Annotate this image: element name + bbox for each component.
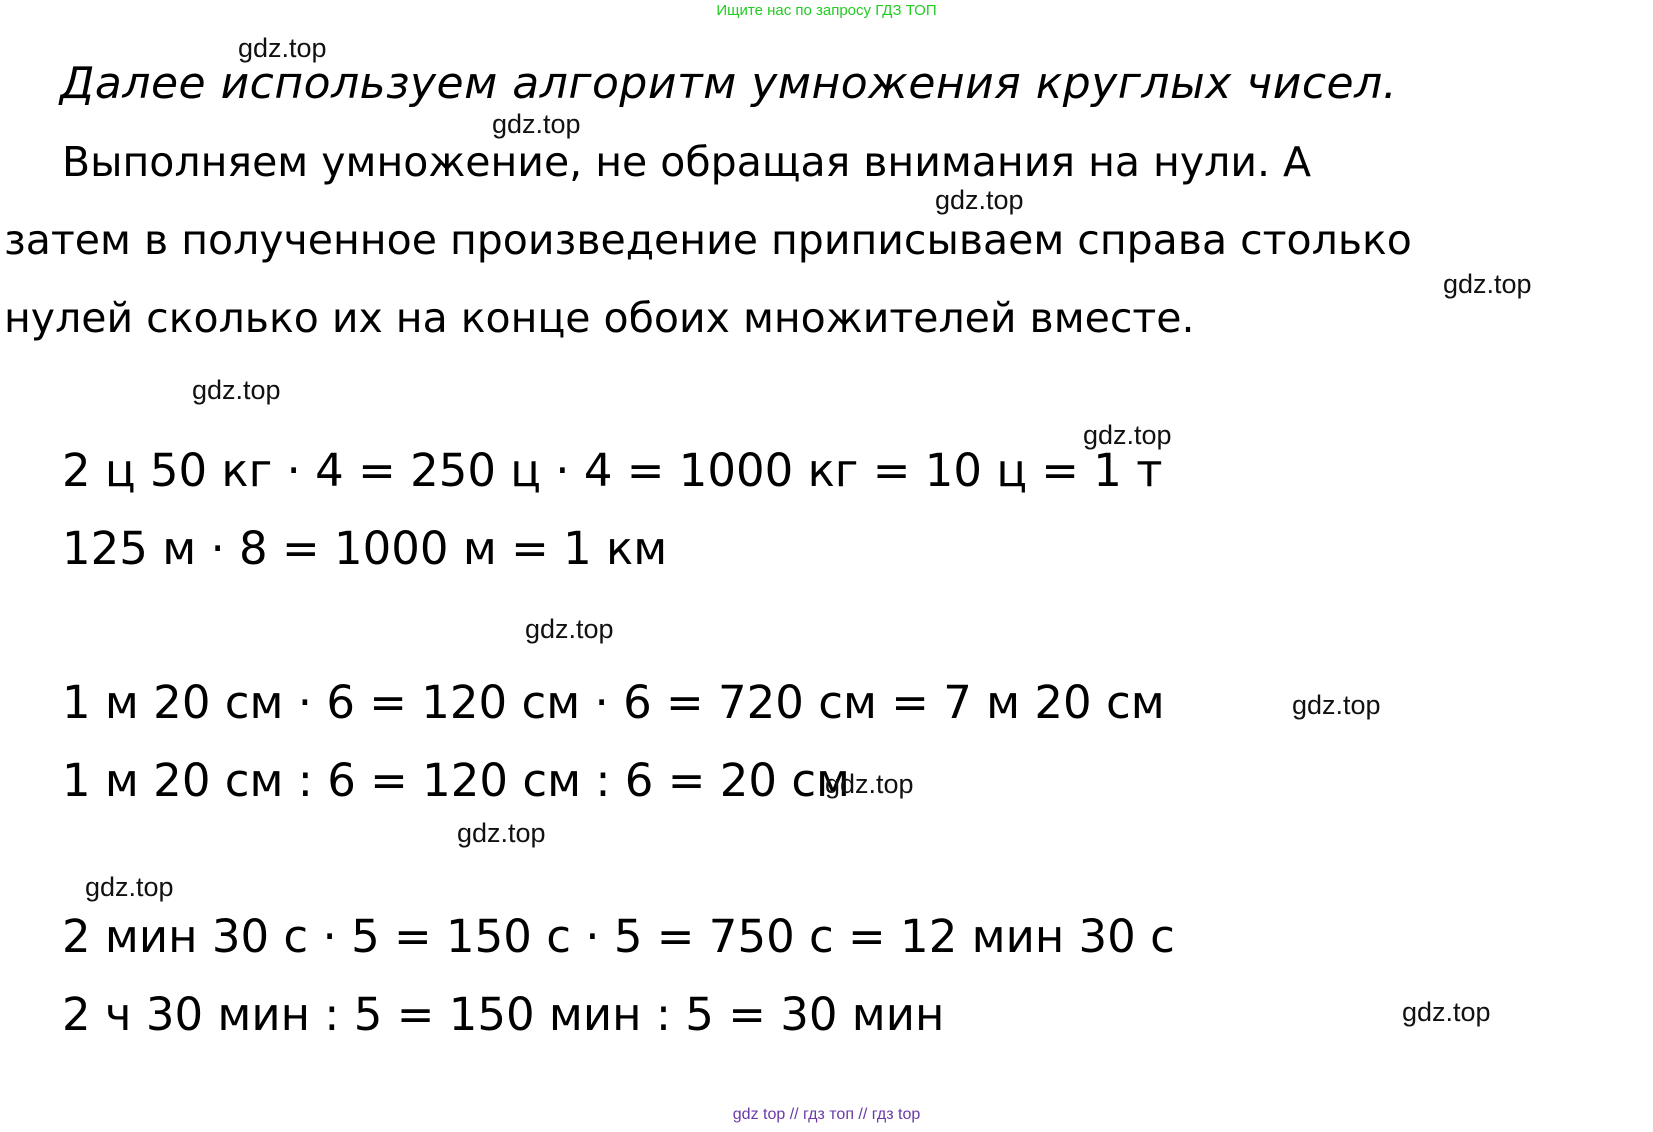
watermark: gdz.top — [492, 109, 581, 139]
watermark: gdz.top — [238, 33, 327, 63]
equation-length-divide: 1 м 20 см : 6 = 120 см : 6 = 20 см — [62, 754, 851, 807]
equation-length-km: 125 м · 8 = 1000 м = 1 км — [62, 522, 668, 575]
watermark: gdz.top — [1402, 997, 1491, 1027]
watermark: gdz.top — [825, 769, 914, 799]
intro-line-2: затем в полученное произведение приписываем справа столько — [4, 216, 1412, 264]
watermark: gdz.top — [85, 872, 174, 902]
watermark: gdz.top — [1443, 269, 1532, 299]
watermark: gdz.top — [525, 614, 614, 644]
watermark: gdz.top — [192, 375, 281, 405]
footer-watermark: gdz top // гдз топ // гдз top — [732, 1106, 921, 1123]
equation-mass: 2 ц 50 кг · 4 = 250 ц · 4 = 1000 кг = 10 ц = 1 т — [62, 444, 1163, 497]
intro-line-3: нулей сколько их на конце обоих множителей вместе. — [4, 294, 1195, 342]
intro-italic-heading: Далее используем алгоритм умножения круглых чисел. — [60, 58, 1398, 109]
watermark: gdz.top — [457, 818, 546, 848]
equation-time-multiply: 2 мин 30 с · 5 = 150 с · 5 = 750 с = 12 мин 30 с — [62, 910, 1175, 963]
watermark: gdz.top — [1083, 420, 1172, 450]
top-banner: Ищите нас по запросу ГДЗ ТОП — [716, 2, 937, 19]
watermark: gdz.top — [935, 185, 1024, 215]
intro-line-1: Выполняем умножение, не обращая внимания на нули. А — [62, 138, 1312, 186]
equation-time-divide: 2 ч 30 мин : 5 = 150 мин : 5 = 30 мин — [62, 988, 945, 1041]
equation-length-multiply: 1 м 20 см · 6 = 120 см · 6 = 720 см = 7 м 20 см — [62, 676, 1165, 729]
watermark: gdz.top — [1292, 690, 1381, 720]
